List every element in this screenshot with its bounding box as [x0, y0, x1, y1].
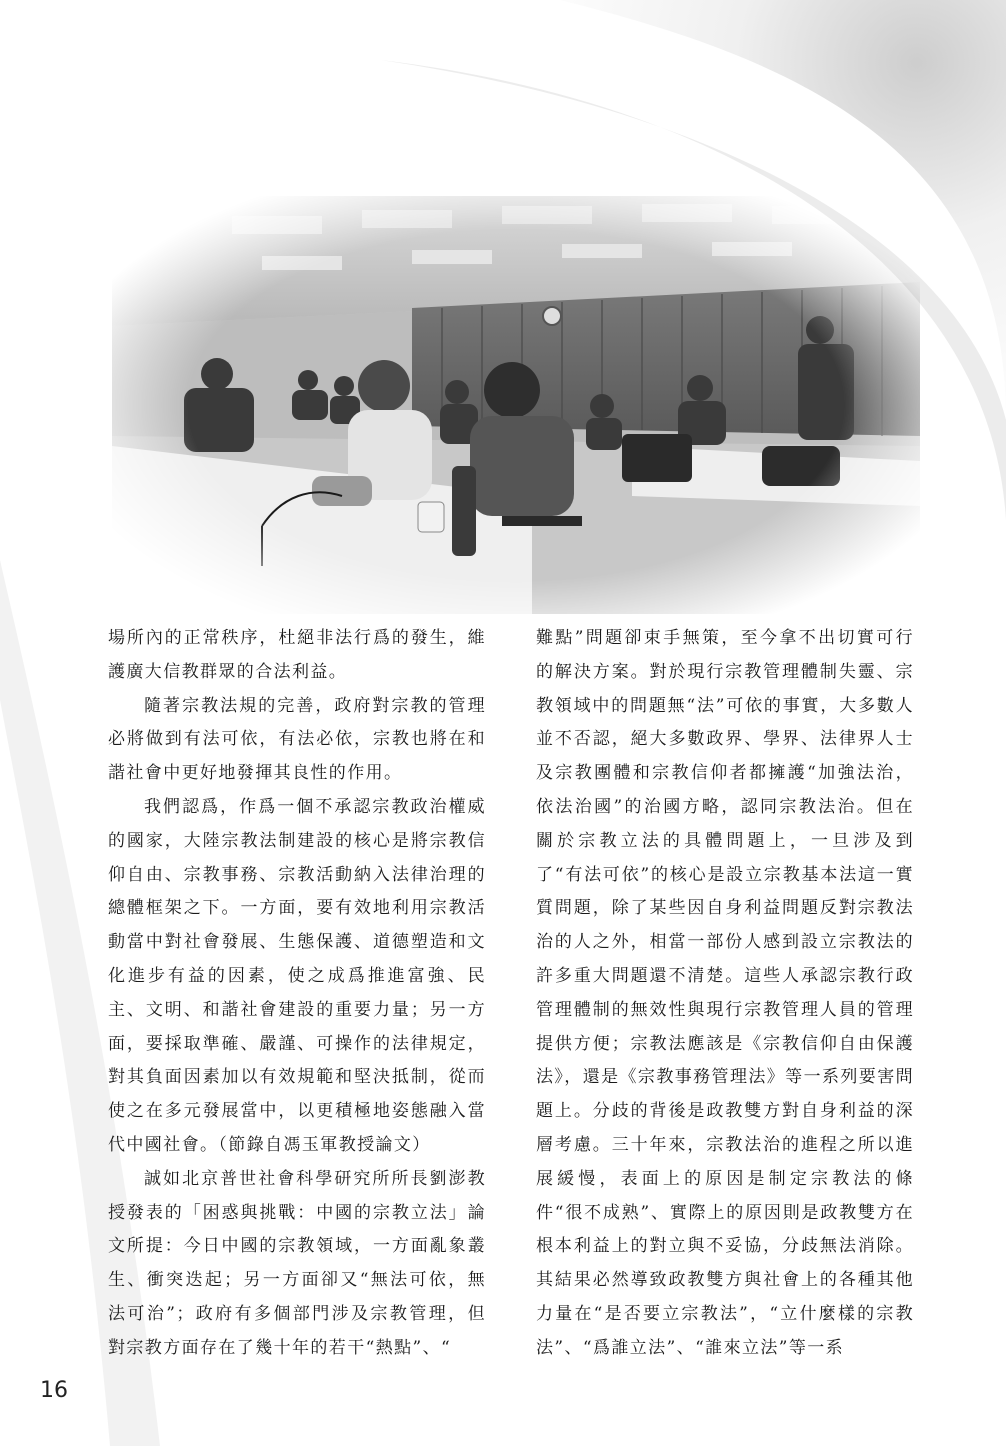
paragraph: 誠如北京普世社會科學研究所所長劉澎教授發表的「困惑與挑戰：中國的宗教立法」論文所提：今日中國的宗教領域，一方面亂象叢生、衝突迭起；另一方面卻又“無法可依，無法可治”；政府有多個部門涉及宗教管理，但對宗教方面存在了幾十年的若干“熱點”、“ [108, 1168, 486, 1358]
right-text-column [536, 622, 914, 1366]
conference-photo-icon [112, 196, 920, 614]
paragraph: 隨著宗教法規的完善，政府對宗教的管理必將做到有法可依，有法必依，宗教也將在和諧社會中更好地發揮其良性的作用。 [108, 695, 486, 784]
page-number: 16 [40, 1378, 68, 1403]
paragraph: 我們認爲，作爲一個不承認宗教政治權威的國家，大陸宗教法制建設的核心是將宗教信仰自由、宗教事務、宗教活動納入法律治理的總體框架之下。一方面，要有效地利用宗教活動當中對社會發展、生態保護、道德塑造和文化進步有益的因素，使之成爲推進富強、民主、文明、和諧社會建設的重要力量；另一方面，要採取準確、嚴謹、可操作的法律規定，對其負面因素加以有效規範和堅決抵制，從而使之在多元發展當中，以更積極地姿態融入當代中國社會。（節錄自馮玉軍教授論文） [108, 796, 486, 1155]
left-text-column [108, 622, 486, 1366]
paragraph: 場所內的正常秩序，杜絕非法行爲的發生，維護廣大信教群眾的合法利益。 [108, 628, 486, 682]
paragraph: 難點”問題卻束手無策，至今拿不出切實可行的解決方案。對於現行宗教管理體制失靈、宗教領域中的問題無“法”可依的事實，大多數人並不否認，絕大多數政界、學界、法律界人士及宗教團體和宗教信仰者都擁護“加強法治，依法治國”的治國方略，認同宗教法治。但在關於宗教立法的具體問題上，一旦涉及到了“有法可依”的核心是設立宗教基本法這一實質問題，除了某些因自身利益問題反對宗教法治的人之外，相當一部份人感到設立宗教法的許多重大問題還不清楚。這些人承認宗教行政管理體制的無效性與現行宗教管理人員的管理提供方便；宗教法應該是《宗教信仰自由保護法》，還是《宗教事務管理法》等一系列要害問題上。分歧的背後是政教雙方對自身利益的深層考慮。三十年來，宗教法治的進程之所以進展緩慢，表面上的原因是制定宗教法的條件“很不成熟”、實際上的原因則是政教雙方在根本利益上的對立與不妥協，分歧無法消除。其結果必然導致政教雙方與社會上的各種其他力量在“是否要立宗教法”，“立什麼樣的宗教法”、“爲誰立法”、“誰來立法”等一系 [536, 628, 914, 1358]
conference-photo [112, 196, 920, 614]
